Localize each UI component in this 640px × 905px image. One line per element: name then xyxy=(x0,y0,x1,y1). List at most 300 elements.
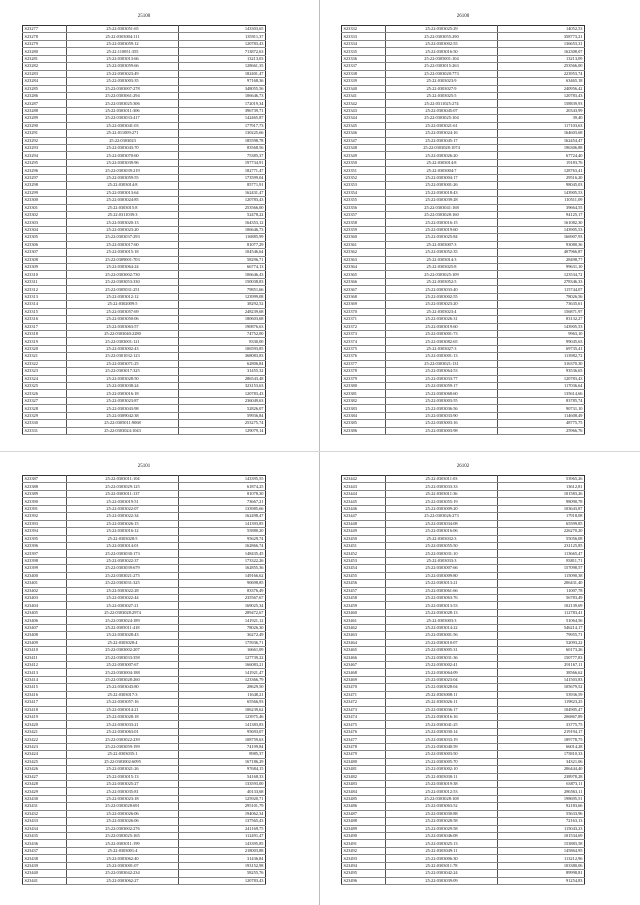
table-row xyxy=(23,159,266,166)
table-row xyxy=(23,743,266,750)
cadastral-number-cell: 25:22:0303023:4 xyxy=(386,308,498,315)
value-cell: 67724,40 xyxy=(498,152,585,159)
cadastral-number-cell: 25:22:0303015:263 xyxy=(386,63,498,70)
row-number-cell: S23366 xyxy=(342,278,386,285)
row-number-cell: S23298 xyxy=(23,182,67,189)
cadastral-number-cell: 25:22:0303013:21 xyxy=(386,580,498,587)
value-cell: 104905,47 xyxy=(498,706,585,713)
row-number-cell: S23431 xyxy=(23,803,67,810)
row-number-cell: S23374 xyxy=(342,338,386,345)
table-row xyxy=(23,691,266,698)
value-cell: 162454,47 xyxy=(498,137,585,144)
row-number-cell: S23457 xyxy=(342,587,386,594)
cadastral-number-cell: 25:22:0303022:28 xyxy=(67,587,179,594)
row-number-cell: S23346 xyxy=(342,130,386,137)
row-number-cell: S23279 xyxy=(23,40,67,47)
value-cell: 52826,07 xyxy=(179,405,266,412)
row-number-cell: S23282 xyxy=(23,63,67,70)
row-number-cell: S23433 xyxy=(23,818,67,825)
cadastral-number-cell: 25:22:0303032:3 xyxy=(386,535,498,542)
cadastral-number-cell: 25:22:0303022:44 xyxy=(67,595,179,602)
cadastral-number-cell: 25:22:0303036:56 xyxy=(386,405,498,412)
value-cell: 129079,14 xyxy=(179,427,266,434)
row-number-cell: S23335 xyxy=(342,48,386,55)
value-cell: 105679,52 xyxy=(498,684,585,691)
value-cell: 58296,71 xyxy=(179,256,266,263)
value-cell: 150038,83 xyxy=(179,278,266,285)
row-number-cell: S23462 xyxy=(342,624,386,631)
table-row xyxy=(342,63,585,70)
table-row xyxy=(342,197,585,204)
row-number-cell: S23444 xyxy=(342,490,386,497)
row-number-cell: S23281 xyxy=(23,55,67,62)
table-row xyxy=(342,412,585,419)
table-row xyxy=(23,602,266,609)
cadastral-number-cell: 25:22:0303022:239 xyxy=(67,736,179,743)
cadastral-number-cell: 25:22:0303026:06 xyxy=(67,818,179,825)
row-number-cell: S23297 xyxy=(23,174,67,181)
row-number-cell: S23327 xyxy=(23,397,67,404)
row-number-cell: S23413 xyxy=(23,669,67,676)
cadastral-number-cell: 25:22:0303014:8 xyxy=(386,159,498,166)
value-cell: 31436,84 xyxy=(179,855,266,862)
table-block xyxy=(22,12,266,435)
table-row xyxy=(342,249,585,256)
value-cell: 112783,41 xyxy=(498,609,585,616)
row-number-cell: S23477 xyxy=(342,736,386,743)
value-cell: 66014,28 xyxy=(498,743,585,750)
table-row xyxy=(23,427,266,434)
table-row xyxy=(23,167,266,174)
value-cell: 93536,65 xyxy=(498,368,585,375)
value-cell: 162498,47 xyxy=(179,513,266,520)
row-number-cell: S23317 xyxy=(23,323,67,330)
value-cell: 115744,07 xyxy=(498,286,585,293)
table-row xyxy=(342,55,585,62)
table-row xyxy=(342,609,585,616)
table-row xyxy=(342,795,585,802)
table-row xyxy=(23,330,266,337)
cadastral-number-cell: 25:22:0303016:16 xyxy=(386,714,498,721)
table-row xyxy=(23,639,266,646)
row-number-cell: S23439 xyxy=(23,862,67,869)
value-cell: 206867,89 xyxy=(498,714,585,721)
cadastral-number-cell: 25:22:0303028:13 xyxy=(386,609,498,616)
cadastral-number-cell: 25:22:0303033:33 xyxy=(386,483,498,490)
row-number-cell: S23343 xyxy=(342,107,386,114)
cadastral-number-cell: 25:22:0303062:40 xyxy=(67,855,179,862)
row-number-cell: S23345 xyxy=(342,122,386,129)
cadastral-number-cell: 25:22:0303023:18 xyxy=(67,795,179,802)
value-cell: 173599,04 xyxy=(179,174,266,181)
row-number-cell: S23344 xyxy=(342,115,386,122)
cadastral-number-cell: 25:22:0303041:25 xyxy=(386,721,498,728)
cadastral-number-cell: 25:22:0303030:14 xyxy=(386,728,498,735)
cadastral-number-cell: 25:22:0303014:21 xyxy=(67,706,179,713)
cadastral-number-cell: 25:22:0303045:17 xyxy=(386,137,498,144)
row-number-cell: S23495 xyxy=(342,870,386,877)
value-cell: 55633,96 xyxy=(498,810,585,817)
cadastral-number-cell: 25:22:0303052:5 xyxy=(386,278,498,285)
value-cell: 104546,64 xyxy=(179,249,266,256)
row-number-cell: S23393 xyxy=(23,520,67,527)
cadastral-number-cell: 25:22:0303042:24 xyxy=(386,870,498,877)
row-number-cell: S23326 xyxy=(23,390,67,397)
row-number-cell: S23461 xyxy=(342,617,386,624)
value-cell: 123366,79 xyxy=(179,676,266,683)
table-row xyxy=(23,706,266,713)
row-number-cell: S23474 xyxy=(342,714,386,721)
cadastral-number-cell: 25:22:0303002:55 xyxy=(386,293,498,300)
table-row xyxy=(23,505,266,512)
cadastral-number-cell: 25:22:0303033:19 xyxy=(386,736,498,743)
row-number-cell: S23370 xyxy=(342,308,386,315)
cadastral-number-cell: 25:22:0303028:1074 xyxy=(386,145,498,152)
table-row xyxy=(23,26,266,33)
value-cell: 81077,29 xyxy=(179,241,266,248)
table-row xyxy=(342,152,585,159)
cadastral-number-cell: 25:22:0303061:66 xyxy=(386,587,498,594)
table-row xyxy=(342,375,585,382)
table-row xyxy=(23,661,266,668)
row-number-cell: S23442 xyxy=(342,476,386,483)
row-number-cell: S23373 xyxy=(342,330,386,337)
value-cell: 102139,69 xyxy=(498,602,585,609)
value-cell: 56783,49 xyxy=(498,595,585,602)
value-cell: 97684,15 xyxy=(179,766,266,773)
cadastral-number-cell: 25:22:0303023 xyxy=(67,137,179,144)
value-cell: 180603,68 xyxy=(179,316,266,323)
cadastral-number-cell: 25:22:0303004:111 xyxy=(67,33,179,40)
value-cell: 53965,26 xyxy=(498,476,585,483)
cadastral-number-cell: 25:22:0303026:06 xyxy=(67,810,179,817)
table-row xyxy=(23,189,266,196)
table-row xyxy=(23,219,266,226)
cadastral-number-cell: 25:22:0311025:274 xyxy=(386,100,498,107)
table-row xyxy=(23,375,266,382)
row-number-cell: S23425 xyxy=(23,758,67,765)
table-row xyxy=(23,751,266,758)
value-cell: 141383,83 xyxy=(179,721,266,728)
table-row xyxy=(23,490,266,497)
cadastral-number-cell: 25:22:0309042:38 xyxy=(67,412,179,419)
cadastral-number-cell: 25:22:0303009:20 xyxy=(386,505,498,512)
cadastral-number-cell: 25:22:0303031:10 xyxy=(386,550,498,557)
table-row xyxy=(23,383,266,390)
value-cell: 135911,37 xyxy=(179,33,266,40)
row-number-cell: S23494 xyxy=(342,862,386,869)
value-cell: 11648,21 xyxy=(179,691,266,698)
value-cell: 39,40 xyxy=(498,115,585,122)
table-row xyxy=(23,211,266,218)
table-row xyxy=(23,669,266,676)
cadastral-number-cell: 25:22:0303020:13 xyxy=(67,219,179,226)
row-number-cell: S23352 xyxy=(342,174,386,181)
value-cell: 61874,25 xyxy=(179,483,266,490)
table-block xyxy=(341,462,585,885)
cadastral-number-cell: 25:22:0303026:31 xyxy=(386,316,498,323)
block-title: 25101 xyxy=(137,464,151,469)
row-number-cell: S23453 xyxy=(342,557,386,564)
value-cell: 83785,74 xyxy=(498,397,585,404)
cadastral-number-cell: 25:22:0303024:16 xyxy=(386,130,498,137)
table-row xyxy=(23,420,266,427)
value-cell: 99045,63 xyxy=(498,338,585,345)
cadastral-number-cell: 25:22:0303043:80 xyxy=(67,684,179,691)
value-cell: 103380,06 xyxy=(498,862,585,869)
cadastral-number-cell: 25:22:0303016:15 xyxy=(386,219,498,226)
value-cell: 396739,71 xyxy=(179,107,266,114)
row-number-cell: S23305 xyxy=(23,234,67,241)
value-cell: 89998,81 xyxy=(498,870,585,877)
value-cell: 123534,72 xyxy=(498,271,585,278)
cadastral-number-cell: 25:22:0303028:2974 xyxy=(67,609,179,616)
row-number-cell: S23365 xyxy=(342,271,386,278)
value-cell: 198695,51 xyxy=(498,795,585,802)
value-cell: 98045,03 xyxy=(498,182,585,189)
value-cell: 286543,48 xyxy=(179,375,266,382)
table-row xyxy=(342,847,585,854)
table-row xyxy=(342,211,585,218)
table-row xyxy=(23,795,266,802)
value-cell: 117036,64 xyxy=(498,383,585,390)
cadastral-number-cell: 25:22:0303082:65 xyxy=(386,338,498,345)
table-row xyxy=(23,174,266,181)
table-row xyxy=(23,145,266,152)
table-row xyxy=(342,810,585,817)
table-row xyxy=(342,699,585,706)
cadastral-number-cell: 25:22:0303055:290 xyxy=(386,33,498,40)
table-row xyxy=(342,286,585,293)
table-row xyxy=(23,271,266,278)
value-cell: 149166,62 xyxy=(179,572,266,579)
row-number-cell: S23436 xyxy=(23,840,67,847)
row-number-cell: S23375 xyxy=(342,345,386,352)
row-number-cell: S23486 xyxy=(342,803,386,810)
table-row xyxy=(342,572,585,579)
row-number-cell: S23364 xyxy=(342,264,386,271)
table-row xyxy=(23,308,266,315)
row-number-cell: S23368 xyxy=(342,293,386,300)
table-row xyxy=(342,397,585,404)
cadastral-number-cell: 25:22:0303033:21 xyxy=(67,721,179,728)
row-number-cell: S23290 xyxy=(23,122,67,129)
table-row xyxy=(23,226,266,233)
table-row xyxy=(342,115,585,122)
value-cell: 127739,22 xyxy=(179,654,266,661)
table-row xyxy=(342,360,585,367)
row-number-cell: S23303 xyxy=(23,219,67,226)
value-cell: 161082,30 xyxy=(498,219,585,226)
table-row xyxy=(342,818,585,825)
row-number-cell: S23443 xyxy=(342,483,386,490)
cadastral-number-cell: 25:22:0303033:3 xyxy=(386,557,498,564)
table-row xyxy=(23,780,266,787)
row-number-cell: S23398 xyxy=(23,557,67,564)
cadastral-number-cell: 25:22:0303057:69 xyxy=(67,308,179,315)
row-number-cell: S23289 xyxy=(23,115,67,122)
table-row xyxy=(23,877,266,884)
cadastral-number-cell: 25:22:0303026:20 xyxy=(386,152,498,159)
table-row xyxy=(342,256,585,263)
value-cell: 55056,08 xyxy=(498,535,585,542)
row-number-cell: S23288 xyxy=(23,107,67,114)
cadastral-number-cell: 25:22:0303021:275 xyxy=(67,572,179,579)
cadastral-number-cell: 25:22:0303024:1043 xyxy=(67,427,179,434)
value-cell: 289472,67 xyxy=(179,609,266,616)
row-number-cell: S23306 xyxy=(23,241,67,248)
cadastral-number-cell: 25:22:0303003:16 xyxy=(386,420,498,427)
value-cell: 117103,63 xyxy=(498,122,585,129)
cadastral-number-cell: 25:22:0303028:5 xyxy=(67,535,179,542)
cadastral-number-cell: 25:22:0303028:160 xyxy=(386,211,498,218)
value-cell: 141921,47 xyxy=(179,669,266,676)
row-number-cell: S23384 xyxy=(342,412,386,419)
table-row xyxy=(342,490,585,497)
row-number-cell: S23308 xyxy=(23,256,67,263)
table-row xyxy=(342,271,585,278)
cadastral-number-cell: 25:22:0303034:08 xyxy=(386,520,498,527)
row-number-cell: S23321 xyxy=(23,353,67,360)
cadastral-number-cell: 25:22:0303012:12 xyxy=(67,293,179,300)
row-number-cell: S23407 xyxy=(23,624,67,631)
cadastral-number-cell: 25:22:0303039:219 xyxy=(67,167,179,174)
value-cell: 253566,00 xyxy=(179,204,266,211)
cadastral-number-cell: 25:22:0303059:199 xyxy=(67,743,179,750)
cadastral-number-cell: 25:22:0303015:13 xyxy=(67,773,179,780)
value-cell: 218003,88 xyxy=(179,847,266,854)
table-row xyxy=(23,676,266,683)
row-number-cell: S23309 xyxy=(23,264,67,271)
cadastral-number-cell: 25:22:0303004:7 xyxy=(386,167,498,174)
value-cell: 63873,11 xyxy=(498,780,585,787)
value-cell: 20343,99 xyxy=(498,107,585,114)
cadastral-number-cell: 25:22:0303059:55 xyxy=(67,174,179,181)
value-cell: 368083,83 xyxy=(179,353,266,360)
cadastral-number-cell: 25:22:0303017:3 xyxy=(67,691,179,698)
cadastral-number-cell: 25:22:0303025:109 xyxy=(386,271,498,278)
table-row xyxy=(23,338,266,345)
cadastral-number-cell: 25:22:0303025:5 xyxy=(386,92,498,99)
row-number-cell: S23301 xyxy=(23,204,67,211)
cadastral-number-cell: 25:22:0303011:104 xyxy=(67,476,179,483)
table-row xyxy=(23,48,266,55)
row-number-cell: S23416 xyxy=(23,691,67,698)
row-number-cell: S23283 xyxy=(23,70,67,77)
row-number-cell: S23489 xyxy=(342,825,386,832)
table-row xyxy=(342,639,585,646)
table-row xyxy=(23,405,266,412)
cadastral-number-cell: 25:22:0303016:06 xyxy=(386,528,498,535)
cadastral-number-cell: 25:22:0305031:251 xyxy=(67,286,179,293)
value-cell: 135614,66 xyxy=(498,390,585,397)
cadastral-number-cell: 25:22:0303025:306 xyxy=(67,100,179,107)
table-row xyxy=(342,542,585,549)
value-cell: 235567,67 xyxy=(179,595,266,602)
table-row xyxy=(342,557,585,564)
value-cell: 128763,41 xyxy=(498,167,585,174)
table-row xyxy=(342,788,585,795)
row-number-cell: S23324 xyxy=(23,375,67,382)
value-cell: 141921,12 xyxy=(179,617,266,624)
value-cell: 240956,42 xyxy=(498,85,585,92)
value-cell: 39664,55 xyxy=(498,204,585,211)
cadastral-number-cell: 25:22:0303023:20 xyxy=(386,301,498,308)
table-row xyxy=(342,602,585,609)
cadastral-number-cell: 25:22:0303033:77 xyxy=(386,375,498,382)
cadastral-number-cell: 25:22:0303033:358 xyxy=(67,654,179,661)
value-cell: 120783,43 xyxy=(498,92,585,99)
table-row xyxy=(342,766,585,773)
value-cell: 116885,99 xyxy=(179,234,266,241)
table-row xyxy=(23,107,266,114)
table-row xyxy=(23,182,266,189)
table-row xyxy=(23,286,266,293)
row-number-cell: S23492 xyxy=(342,847,386,854)
row-number-cell: S23362 xyxy=(342,249,386,256)
row-number-cell: S23291 xyxy=(23,130,67,137)
table-row xyxy=(342,137,585,144)
value-cell: 106646,73 xyxy=(179,226,266,233)
table-row xyxy=(23,788,266,795)
row-number-cell: S23412 xyxy=(23,661,67,668)
value-cell: 316370,30 xyxy=(498,360,585,367)
cadastral-number-cell: 25:22:0303064:24 xyxy=(67,264,179,271)
table-row xyxy=(342,535,585,542)
cadastral-number-cell: 25:22:0303031:325 xyxy=(67,580,179,587)
table-block xyxy=(341,12,585,435)
table-row xyxy=(342,565,585,572)
table-row xyxy=(23,249,266,256)
row-number-cell: S23418 xyxy=(23,706,67,713)
cadastral-number-cell: 25:22:0303022:37 xyxy=(67,557,179,564)
value-cell: 9963,10 xyxy=(498,330,585,337)
value-cell: 114608,49 xyxy=(498,412,585,419)
row-number-cell: S23330 xyxy=(23,420,67,427)
row-number-cell: S23353 xyxy=(342,182,386,189)
table-row xyxy=(23,397,266,404)
value-cell: 106239,62 xyxy=(179,706,266,713)
row-number-cell: S23315 xyxy=(23,308,67,315)
row-number-cell: S23323 xyxy=(23,368,67,375)
cadastral-number-cell: 25:22:0303022:07 xyxy=(67,505,179,512)
cadastral-number-cell: 25:22:0303023:9 xyxy=(386,78,498,85)
table-row xyxy=(342,85,585,92)
cadastral-number-cell: 25:22:0303023:20 xyxy=(67,226,179,233)
row-number-cell: S23280 xyxy=(23,48,67,55)
row-number-cell: S23333 xyxy=(342,33,386,40)
table-row xyxy=(23,609,266,616)
table-row xyxy=(342,751,585,758)
table-row xyxy=(23,833,266,840)
table-row xyxy=(342,624,585,631)
value-cell: 164353,12 xyxy=(179,219,266,226)
cadastral-number-cell: 25:22:0303041:03 xyxy=(67,122,179,129)
cadastral-number-cell: 25:22:0303026:15 xyxy=(67,520,179,527)
value-cell: 81078,30 xyxy=(179,490,266,497)
row-number-cell: S23357 xyxy=(342,211,386,218)
table-row xyxy=(23,714,266,721)
value-cell: 130225,66 xyxy=(179,130,266,137)
table-row xyxy=(23,197,266,204)
row-number-cell: S23379 xyxy=(342,375,386,382)
cadastral-number-cell: 25:22:0303025:104 xyxy=(386,115,498,122)
table-row xyxy=(23,766,266,773)
value-cell: 28629,50 xyxy=(179,684,266,691)
cadastral-number-cell: 25:22:011009:271 xyxy=(67,130,179,137)
row-number-cell: S23488 xyxy=(342,818,386,825)
table-row xyxy=(342,513,585,520)
